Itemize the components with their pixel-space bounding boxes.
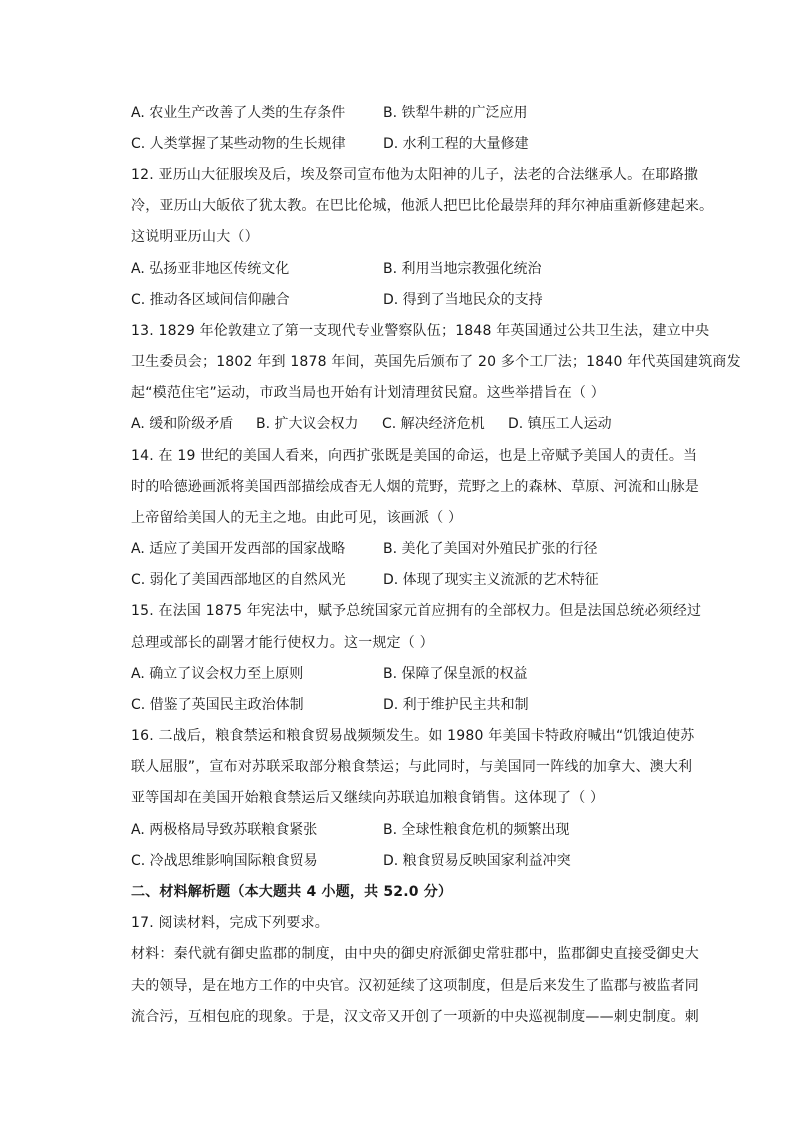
q12-stem-line-2: 冷，亚历山大皈依了犹太教。在巴比伦城，他派人把巴比伦最崇拜的拜尔神庙重新修建起来。 xyxy=(131,198,714,214)
q17-material-line-1: 材料：秦代就有御史监郡的制度，由中央的御史府派御史常驻郡中，监郡御史直接受御史大 xyxy=(131,946,699,962)
q17-stem-line-1: 17. 阅读材料，完成下列要求。 xyxy=(131,915,329,931)
q15-option-c: C. 借鉴了英国民主政治体制 xyxy=(131,697,304,713)
q15-option-b: B. 保障了保皇派的权益 xyxy=(383,666,528,682)
q12-stem-line-1: 12. 亚历山大征服埃及后，埃及祭司宣布他为太阳神的儿子，法老的合法继承人。在耶路撒 xyxy=(131,167,699,183)
q14-option-d: D. 体现了现实主义流派的艺术特征 xyxy=(383,572,599,588)
q16-stem-line-2: 联人屈服”，宣布对苏联采取部分粮食禁运；与此同时，与美国同一阵线的加拿大、澳大利 xyxy=(131,759,693,775)
q12-option-a: A. 弘扬亚非地区传统文化 xyxy=(131,261,290,277)
q16-option-b: B. 全球性粮食危机的频繁出现 xyxy=(383,822,570,838)
q16-option-a: A. 两极格局导致苏联粮食紧张 xyxy=(131,822,318,838)
q16-stem-line-1: 16. 二战后，粮食禁运和粮食贸易战频频发生。如 1980 年美国卡特政府喊出“饥饿迫使苏 xyxy=(131,728,695,744)
q11-option-d: D. 水利工程的大量修建 xyxy=(383,136,529,152)
q14-stem-line-2: 时的哈德逊画派将美国西部描绘成杳无人烟的荒野，荒野之上的森林、草原、河流和山脉是 xyxy=(131,479,699,495)
q16-stem-line-3: 亚等国却在美国开始粮食禁运后又继续向苏联追加粮食销售。这体现了（ ） xyxy=(131,790,605,806)
q16-option-c: C. 冷战思维影响国际粮食贸易 xyxy=(131,853,318,869)
q13-stem-line-2: 卫生委员会；1802 年到 1878 年间，英国先后颁布了 20 多个工厂法；1840 年代英国建筑商发 xyxy=(131,354,741,370)
q17-material-line-2: 夫的领导，是在地方工作的中央官。汉初延续了这项制度，但是后来发生了监郡与被监者同 xyxy=(131,978,699,994)
q17-material-line-3: 流合污，互相包庇的现象。于是，汉文帝又开创了一项新的中央巡视制度——刺史制度。刺 xyxy=(131,1009,699,1025)
q13-stem-line-1: 13. 1829 年伦敦建立了第一支现代专业警察队伍；1848 年英国通过公共卫生法，建立中央 xyxy=(131,323,710,339)
q14-option-b: B. 美化了美国对外殖民扩张的行径 xyxy=(383,541,598,557)
section-heading: 二、材料解析题（本大题共 4 小题，共 52.0 分） xyxy=(131,884,453,900)
q13-option-a: A. 缓和阶级矛盾 xyxy=(131,416,234,432)
q13-option-b: B. 扩大议会权力 xyxy=(256,416,359,432)
q15-option-a: A. 确立了议会权力至上原则 xyxy=(131,666,304,682)
q12-option-c: C. 推动各区域间信仰融合 xyxy=(131,292,290,308)
q14-option-a: A. 适应了美国开发西部的国家战略 xyxy=(131,541,346,557)
q11-option-b: B. 铁犁牛耕的广泛应用 xyxy=(383,105,528,121)
q14-stem-line-3: 上帝留给美国人的无主之地。由此可见，该画派（ ） xyxy=(131,510,463,526)
q14-option-c: C. 弱化了美国西部地区的自然风光 xyxy=(131,572,346,588)
q11-option-a: A. 农业生产改善了人类的生存条件 xyxy=(131,105,346,121)
q16-option-d: D. 粮食贸易反映国家利益冲突 xyxy=(383,853,571,869)
q15-option-d: D. 利于维护民主共和制 xyxy=(383,697,529,713)
q12-option-b: B. 利用当地宗教强化统治 xyxy=(383,261,542,277)
q14-stem-line-1: 14. 在 19 世纪的美国人看来，向西扩张既是美国的命运，也是上帝赋予美国人的责任。当 xyxy=(131,448,698,464)
q12-stem-line-3: 这说明亚历山大（） xyxy=(131,229,259,245)
q13-option-c: C. 解决经济危机 xyxy=(382,416,485,432)
q12-option-d: D. 得到了当地民众的支持 xyxy=(383,292,543,308)
q11-option-c: C. 人类掌握了某些动物的生长规律 xyxy=(131,136,346,152)
q13-stem-line-3: 起“模范住宅”运动，市政当局也开始有计划清理贫民窟。这些举措旨在（ ） xyxy=(131,385,605,401)
q15-stem-line-2: 总理或部长的副署才能行使权力。这一规定（ ） xyxy=(131,635,434,651)
q15-stem-line-1: 15. 在法国 1875 年宪法中，赋予总统国家元首应拥有的全部权力。但是法国总统必须经过 xyxy=(131,603,702,619)
q13-option-d: D. 镇压工人运动 xyxy=(508,416,612,432)
